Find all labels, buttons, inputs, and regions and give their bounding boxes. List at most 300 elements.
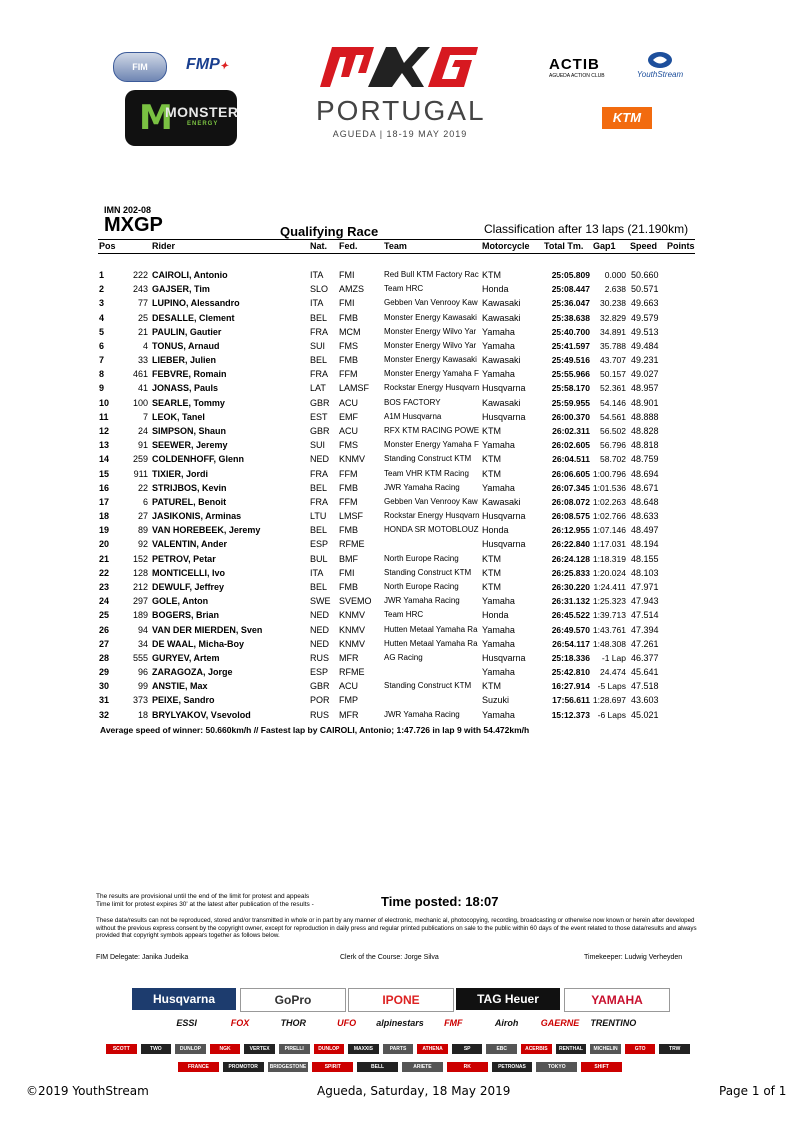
cell-total-time: 17:56.611 bbox=[552, 695, 590, 706]
sponsor-logo: GAERNE bbox=[540, 1018, 580, 1028]
cell-gap: 0.000 bbox=[604, 270, 626, 280]
sponsor-logo: FMF bbox=[444, 1018, 463, 1028]
col-team: Team bbox=[384, 241, 407, 251]
table-row bbox=[0, 424, 800, 438]
cell-speed: 46.377 bbox=[631, 652, 659, 663]
table-row bbox=[0, 353, 800, 367]
category-title: MXGP bbox=[104, 214, 163, 236]
cell-federation: AMZS bbox=[339, 284, 365, 295]
cell-total-time: 25:18.336 bbox=[551, 652, 590, 663]
sponsor-logo: SCOTT bbox=[106, 1044, 137, 1054]
cell-team: Team HRC bbox=[384, 610, 424, 620]
cell-rider-number: 21 bbox=[137, 326, 148, 337]
cell-total-time: 25:36.047 bbox=[551, 298, 590, 309]
cell-total-time: 25:41.597 bbox=[551, 340, 590, 351]
table-row bbox=[0, 282, 800, 296]
sponsor-logo: GTO bbox=[625, 1044, 656, 1054]
cell-rider-number: 89 bbox=[137, 525, 148, 536]
cell-total-time: 26:08.072 bbox=[551, 496, 590, 507]
table-row bbox=[0, 396, 800, 410]
cell-rider-number: 27 bbox=[137, 511, 148, 522]
cell-federation: KNMV bbox=[339, 454, 366, 465]
monster-claw-icon: M bbox=[139, 98, 173, 138]
cell-speed: 48.957 bbox=[631, 383, 659, 394]
cell-gap: 2.638 bbox=[604, 284, 626, 295]
sponsor-logo: SHIFT bbox=[581, 1062, 622, 1072]
cell-total-time: 26:30.220 bbox=[551, 581, 590, 592]
cell-speed: 49.484 bbox=[631, 340, 659, 351]
cell-rider-number: 128 bbox=[132, 567, 148, 578]
actib-logo-sub: AGUEDA ACTION CLUB bbox=[549, 73, 605, 79]
cell-gap: 52.361 bbox=[600, 383, 626, 394]
clerk-of-course: Clerk of the Course: Jorge Silva bbox=[340, 954, 439, 961]
cell-nationality: LAT bbox=[310, 383, 326, 394]
cell-motorcycle: KTM bbox=[482, 553, 501, 564]
table-row bbox=[0, 381, 800, 395]
sponsor-logo: ACERBIS bbox=[521, 1044, 552, 1054]
cell-rider-name: PETROV, Petar bbox=[152, 553, 216, 564]
table-row bbox=[0, 495, 800, 509]
cell-rider-name: STRIJBOS, Kevin bbox=[152, 482, 227, 493]
cell-federation: LMSF bbox=[339, 511, 364, 522]
cell-gap: 43.707 bbox=[600, 355, 626, 366]
col-points: Points bbox=[667, 241, 695, 251]
cell-speed: 48.759 bbox=[631, 454, 659, 465]
cell-speed: 43.603 bbox=[631, 695, 659, 706]
header-rule-bottom bbox=[98, 253, 695, 254]
document-code: IMN 202-08 bbox=[104, 205, 152, 215]
cell-team: JWR Yamaha Racing bbox=[384, 482, 460, 492]
cell-rider-number: 24 bbox=[137, 425, 148, 436]
sponsor-logo: SP bbox=[452, 1044, 483, 1054]
cell-nationality: NED bbox=[310, 638, 330, 649]
cell-total-time: 25:49.516 bbox=[551, 355, 590, 366]
cell-rider-name: TONUS, Arnaud bbox=[152, 340, 220, 351]
sponsor-logo: PETRONAS bbox=[492, 1062, 533, 1072]
cell-total-time: 25:40.700 bbox=[551, 326, 590, 337]
cell-pos: 12 bbox=[99, 425, 110, 436]
monster-logo-sub: ENERGY bbox=[187, 121, 219, 127]
cell-rider-name: DE WAAL, Micha-Boy bbox=[152, 638, 245, 649]
cell-nationality: SUI bbox=[310, 440, 326, 451]
cell-nationality: RUS bbox=[310, 709, 330, 720]
sponsor-logo: ATHENA bbox=[417, 1044, 448, 1054]
cell-rider-number: 6 bbox=[142, 496, 148, 507]
cell-rider-name: JASIKONIS, Arminas bbox=[152, 511, 242, 522]
cell-pos: 22 bbox=[99, 567, 110, 578]
table-row bbox=[0, 552, 800, 566]
cell-pos: 14 bbox=[99, 454, 110, 465]
cell-rider-number: 189 bbox=[132, 610, 148, 621]
cell-total-time: 25:58.170 bbox=[551, 383, 590, 394]
cell-motorcycle: KTM bbox=[482, 468, 501, 479]
table-row bbox=[0, 452, 800, 466]
cell-rider-name: GOLE, Anton bbox=[152, 596, 209, 607]
cell-pos: 24 bbox=[99, 596, 110, 607]
cell-speed: 49.027 bbox=[631, 369, 659, 380]
cell-team: Monster Energy Wilvo Yar bbox=[384, 340, 477, 350]
sponsor-logo: YAMAHA bbox=[564, 988, 670, 1012]
table-row bbox=[0, 594, 800, 608]
cell-pos: 7 bbox=[99, 355, 105, 366]
cell-rider-number: 373 bbox=[132, 695, 148, 706]
table-row bbox=[0, 410, 800, 424]
provisional-line-1: The results are provisional until the end of the limit for protest and appeals bbox=[96, 893, 310, 900]
cell-rider-name: LEOK, Tanel bbox=[152, 411, 205, 422]
cell-motorcycle: Husqvarna bbox=[482, 383, 526, 394]
cell-motorcycle: Yamaha bbox=[482, 709, 515, 720]
cell-team: North Europe Racing bbox=[384, 553, 459, 563]
table-row bbox=[0, 509, 800, 523]
event-dates: AGUEDA | 18-19 MAY 2019 bbox=[332, 129, 468, 139]
cell-rider-number: 152 bbox=[132, 553, 148, 564]
table-row bbox=[0, 467, 800, 481]
cell-rider-number: 7 bbox=[142, 411, 148, 422]
cell-rider-name: GAJSER, Tim bbox=[152, 284, 210, 295]
cell-team: Standing Construct KTM bbox=[384, 681, 472, 691]
cell-pos: 31 bbox=[99, 695, 110, 706]
cell-speed: 48.194 bbox=[631, 539, 659, 550]
cell-motorcycle: Kawasaki bbox=[482, 355, 521, 366]
cell-speed: 47.518 bbox=[631, 681, 659, 692]
table-row bbox=[0, 651, 800, 665]
cell-rider-name: JONASS, Pauls bbox=[152, 383, 219, 394]
cell-nationality: NED bbox=[310, 624, 330, 635]
cell-motorcycle: Honda bbox=[482, 610, 509, 621]
time-posted: Time posted: 18:07 bbox=[381, 894, 499, 909]
cell-gap: 1:18.319 bbox=[592, 553, 626, 564]
cell-rider-number: 34 bbox=[137, 638, 148, 649]
cell-gap: 56.502 bbox=[600, 425, 626, 436]
cell-speed: 48.818 bbox=[631, 440, 659, 451]
sponsor-logo: MAXXIS bbox=[348, 1044, 379, 1054]
cell-federation: FFM bbox=[339, 369, 358, 380]
cell-pos: 9 bbox=[99, 383, 105, 394]
cell-pos: 11 bbox=[99, 411, 109, 422]
cell-rider-name: ZARAGOZA, Jorge bbox=[152, 667, 233, 678]
cell-team: Rockstar Energy Husqvarn bbox=[384, 383, 480, 393]
cell-nationality: BEL bbox=[310, 525, 328, 536]
cell-federation: FMB bbox=[339, 355, 358, 366]
cell-motorcycle: Husqvarna bbox=[482, 511, 526, 522]
cell-total-time: 26:12.955 bbox=[551, 525, 590, 536]
cell-federation: FMI bbox=[339, 567, 355, 578]
cell-pos: 32 bbox=[99, 709, 110, 720]
monster-logo-text: MONSTER bbox=[165, 104, 239, 120]
cell-team: Monster Energy Kawasaki bbox=[384, 312, 477, 322]
cell-nationality: ITA bbox=[310, 270, 324, 280]
cell-total-time: 25:05.809 bbox=[551, 270, 590, 280]
cell-rider-name: TIXIER, Jordi bbox=[152, 468, 209, 479]
table-row bbox=[0, 311, 800, 325]
cell-total-time: 26:00.370 bbox=[551, 411, 590, 422]
actib-logo: ACTIB bbox=[549, 56, 600, 73]
cell-nationality: BUL bbox=[310, 553, 328, 564]
cell-total-time: 25:55.966 bbox=[551, 369, 590, 380]
cell-rider-number: 25 bbox=[137, 312, 148, 323]
cell-rider-name: LUPINO, Alessandro bbox=[152, 298, 240, 309]
cell-rider-number: 243 bbox=[132, 284, 148, 295]
cell-rider-number: 22 bbox=[137, 482, 148, 493]
cell-pos: 23 bbox=[99, 581, 110, 592]
cell-total-time: 26:25.833 bbox=[551, 567, 590, 578]
cell-motorcycle: Honda bbox=[482, 525, 509, 536]
cell-nationality: GBR bbox=[310, 425, 330, 436]
cell-federation: FMS bbox=[339, 340, 358, 351]
table-row bbox=[0, 693, 800, 707]
cell-federation: ACU bbox=[339, 397, 359, 408]
cell-federation: FMB bbox=[339, 312, 358, 323]
cell-rider-number: 259 bbox=[132, 454, 148, 465]
cell-gap: 34.891 bbox=[600, 326, 626, 337]
cell-speed: 48.888 bbox=[631, 411, 659, 422]
cell-nationality: RUS bbox=[310, 652, 330, 663]
cell-total-time: 26:24.128 bbox=[551, 553, 590, 564]
cell-rider-number: 77 bbox=[137, 298, 148, 309]
cell-pos: 15 bbox=[99, 468, 110, 479]
cell-motorcycle: Yamaha bbox=[482, 638, 515, 649]
cell-gap: 1:01.536 bbox=[592, 482, 626, 493]
cell-nationality: BEL bbox=[310, 581, 328, 592]
sponsor-logo: RK bbox=[447, 1062, 488, 1072]
cell-rider-number: 99 bbox=[137, 681, 148, 692]
cell-gap: 1:43.761 bbox=[592, 624, 626, 635]
cell-motorcycle: Kawasaki bbox=[482, 496, 521, 507]
cell-total-time: 26:02.311 bbox=[552, 425, 590, 436]
cell-pos: 27 bbox=[99, 638, 110, 649]
sponsor-logo: Husqvarna bbox=[132, 988, 236, 1010]
cell-rider-name: VALENTIN, Ander bbox=[152, 539, 228, 550]
cell-rider-number: 212 bbox=[132, 581, 148, 592]
cell-federation: SVEMO bbox=[339, 596, 372, 607]
cell-rider-number: 18 bbox=[137, 709, 148, 720]
cell-motorcycle: Kawasaki bbox=[482, 397, 521, 408]
sponsor-logo: TRENTINO bbox=[590, 1018, 637, 1028]
cell-gap: 56.796 bbox=[600, 440, 626, 451]
cell-federation: RFME bbox=[339, 667, 365, 678]
cell-team: Rockstar Energy Husqvarn bbox=[384, 511, 480, 521]
cell-total-time: 25:08.447 bbox=[551, 284, 590, 295]
cell-nationality: ESP bbox=[310, 667, 329, 678]
cell-gap: 32.829 bbox=[600, 312, 626, 323]
cell-pos: 4 bbox=[99, 312, 105, 323]
copyright-notice: These data/results can not be reproduced, stored and/or transmitted in whole or in part by any manner of electronic, mechanic al, photocopying, recording, broadcasting or otherwise now known or herein after developed without the previous express consent by the copyright owner, except for reproduction in daily press and regular printed publications on sale to the public within 60 days of the event related to those data/results and always provided that copyright symbols appears together as follows below. bbox=[96, 917, 697, 939]
ktm-logo: KTM bbox=[602, 107, 652, 129]
table-row bbox=[0, 537, 800, 551]
youthstream-logo bbox=[633, 51, 688, 81]
cell-federation: KNMV bbox=[339, 624, 366, 635]
sponsor-logo: ARIETE bbox=[402, 1062, 443, 1072]
cell-rider-name: SIMPSON, Shaun bbox=[152, 425, 227, 436]
sponsor-logo: PIRELLI bbox=[279, 1044, 310, 1054]
cell-pos: 5 bbox=[99, 326, 105, 337]
col-pos: Pos bbox=[99, 241, 116, 251]
cell-federation: LAMSF bbox=[339, 383, 370, 394]
cell-motorcycle: Yamaha bbox=[482, 624, 515, 635]
cell-speed: 45.021 bbox=[631, 709, 659, 720]
cell-rider-number: 41 bbox=[137, 383, 148, 394]
cell-rider-name: PEIXE, Sandro bbox=[152, 695, 215, 706]
cell-team: HONDA SR MOTOBLOUZ bbox=[384, 525, 479, 535]
cell-speed: 47.394 bbox=[631, 624, 659, 635]
cell-motorcycle: KTM bbox=[482, 425, 501, 436]
cell-speed: 48.828 bbox=[631, 425, 659, 436]
cell-nationality: POR bbox=[310, 695, 330, 706]
sponsor-logo: EBC bbox=[486, 1044, 517, 1054]
cell-speed: 48.155 bbox=[631, 553, 659, 564]
cell-nationality: LTU bbox=[310, 511, 327, 522]
cell-gap: -5 Laps bbox=[597, 681, 626, 692]
cell-pos: 28 bbox=[99, 652, 110, 663]
cell-rider-number: 297 bbox=[132, 596, 148, 607]
cell-speed: 49.579 bbox=[631, 312, 659, 323]
cell-gap: 1:48.308 bbox=[592, 638, 626, 649]
cell-pos: 26 bbox=[99, 624, 110, 635]
cell-federation: FMP bbox=[339, 695, 358, 706]
cell-rider-number: 100 bbox=[132, 397, 148, 408]
cell-rider-name: PAULIN, Gautier bbox=[152, 326, 222, 337]
cell-gap: 1:00.796 bbox=[592, 468, 626, 479]
cell-total-time: 25:42.810 bbox=[551, 667, 590, 678]
table-row bbox=[0, 339, 800, 353]
table-row bbox=[0, 268, 800, 282]
fim-logo-text: FIM bbox=[132, 62, 148, 72]
cell-pos: 3 bbox=[99, 298, 105, 309]
cell-rider-name: MONTICELLI, Ivo bbox=[152, 567, 225, 578]
fim-logo bbox=[113, 52, 167, 82]
sponsor-logo: GoPro bbox=[240, 988, 346, 1012]
cell-total-time: 25:38.638 bbox=[551, 312, 590, 323]
cell-team: Gebben Van Venrooy Kaw bbox=[384, 298, 478, 308]
cell-nationality: SUI bbox=[310, 340, 326, 351]
table-row bbox=[0, 608, 800, 622]
sponsor-logo: PARTS bbox=[383, 1044, 414, 1054]
cell-total-time: 26:02.605 bbox=[551, 440, 590, 451]
cell-rider-number: 94 bbox=[137, 624, 148, 635]
sponsor-logo: DUNLOP bbox=[314, 1044, 345, 1054]
table-row bbox=[0, 623, 800, 637]
cell-gap: 30.238 bbox=[600, 298, 626, 309]
page-date: Agueda, Saturday, 18 May 2019 bbox=[317, 1084, 511, 1098]
cell-rider-number: 555 bbox=[132, 652, 148, 663]
cell-rider-name: COLDENHOFF, Glenn bbox=[152, 454, 244, 465]
cell-total-time: 26:22.840 bbox=[551, 539, 590, 550]
cell-federation: MFR bbox=[339, 652, 359, 663]
cell-motorcycle: Yamaha bbox=[482, 482, 515, 493]
cell-gap: 24.474 bbox=[600, 667, 626, 678]
cell-pos: 21 bbox=[99, 553, 110, 564]
cell-team: Standing Construct KTM bbox=[384, 454, 472, 464]
sponsor-logo: SPIRIT bbox=[312, 1062, 353, 1072]
cell-nationality: BEL bbox=[310, 482, 328, 493]
sponsor-logo: alpinestars bbox=[376, 1018, 424, 1028]
cell-motorcycle: Husqvarna bbox=[482, 411, 526, 422]
cell-motorcycle: Husqvarna bbox=[482, 652, 526, 663]
cell-total-time: 26:04.511 bbox=[552, 454, 590, 465]
table-row bbox=[0, 665, 800, 679]
sponsor-logo: RENTHAL bbox=[556, 1044, 587, 1054]
sponsor-logo: FOX bbox=[230, 1018, 250, 1028]
cell-federation: MCM bbox=[339, 326, 361, 337]
cell-motorcycle: KTM bbox=[482, 581, 501, 592]
cell-speed: 48.671 bbox=[631, 482, 659, 493]
cell-pos: 25 bbox=[99, 610, 110, 621]
cell-team: BOS FACTORY bbox=[384, 397, 441, 407]
mxgp-logo bbox=[316, 43, 482, 91]
cell-team: North Europe Racing bbox=[384, 581, 459, 591]
cell-rider-number: 911 bbox=[133, 468, 148, 479]
cell-motorcycle: Kawasaki bbox=[482, 298, 521, 309]
sponsor-logo: TAG Heuer bbox=[456, 988, 560, 1010]
cell-nationality: SWE bbox=[310, 596, 331, 607]
cell-pos: 30 bbox=[99, 681, 110, 692]
cell-gap: -6 Laps bbox=[597, 709, 626, 720]
event-city: PORTUGAL bbox=[316, 95, 486, 126]
cell-gap: 50.157 bbox=[600, 369, 626, 380]
table-row bbox=[0, 481, 800, 495]
cell-rider-name: LIEBER, Julien bbox=[152, 355, 217, 366]
table-row bbox=[0, 523, 800, 537]
cell-pos: 17 bbox=[99, 496, 110, 507]
cell-team: Monster Energy Yamaha F bbox=[384, 369, 479, 379]
cell-rider-name: VAN HOREBEEK, Jeremy bbox=[152, 525, 261, 536]
provisional-line-2: Time limit for protest expires 30' at the latest after publication of the results - bbox=[96, 901, 314, 908]
cell-speed: 48.103 bbox=[631, 567, 659, 578]
cell-team: Monster Energy Yamaha F bbox=[384, 440, 479, 450]
cell-federation: MFR bbox=[339, 709, 359, 720]
cell-motorcycle: Honda bbox=[482, 284, 509, 295]
cell-rider-name: VAN DER MIERDEN, Sven bbox=[152, 624, 263, 635]
sponsor-logo: TRW bbox=[659, 1044, 690, 1054]
cell-team: Monster Energy Wilvo Yar bbox=[384, 326, 477, 336]
sponsor-logo: Airoh bbox=[494, 1018, 519, 1028]
col-gap: Gap1 bbox=[593, 241, 616, 251]
cell-federation: EMF bbox=[339, 411, 358, 422]
cell-gap: 1:25.323 bbox=[592, 596, 626, 607]
cell-rider-number: 33 bbox=[137, 355, 148, 366]
cell-rider-name: BRYLYAKOV, Vsevolod bbox=[152, 709, 251, 720]
sponsor-logo: UFO bbox=[337, 1018, 357, 1028]
cell-nationality: FRA bbox=[310, 496, 328, 507]
cell-gap: 1:02.766 bbox=[592, 511, 626, 522]
col-speed: Speed bbox=[630, 241, 658, 251]
cell-speed: 47.514 bbox=[631, 610, 659, 621]
cell-total-time: 15:12.373 bbox=[551, 709, 590, 720]
cell-gap: 1:07.146 bbox=[592, 525, 626, 536]
cell-nationality: ITA bbox=[310, 567, 324, 578]
cell-team: JWR Yamaha Racing bbox=[384, 596, 460, 606]
cell-team: Team HRC bbox=[384, 284, 424, 294]
cell-gap: 1:02.263 bbox=[592, 496, 626, 507]
cell-speed: 47.943 bbox=[631, 596, 659, 607]
cell-nationality: ITA bbox=[310, 298, 324, 309]
cell-federation: FMS bbox=[339, 440, 358, 451]
col-motorcycle: Motorcycle bbox=[482, 241, 530, 251]
provisional-notice bbox=[96, 893, 314, 909]
cell-federation: BMF bbox=[339, 553, 358, 564]
cell-rider-name: GURYEV, Artem bbox=[152, 652, 220, 663]
cell-rider-name: DEWULF, Jeffrey bbox=[152, 581, 225, 592]
cell-team: Team VHR KTM Racing bbox=[384, 468, 469, 478]
cell-motorcycle: Husqvarna bbox=[482, 539, 526, 550]
col-total-time: Total Tm. bbox=[544, 241, 584, 251]
col-fed: Fed. bbox=[339, 241, 358, 251]
cell-speed: 49.513 bbox=[631, 326, 659, 337]
cell-team: Red Bull KTM Factory Rac bbox=[384, 270, 479, 279]
cell-speed: 48.694 bbox=[631, 468, 659, 479]
cell-speed: 48.497 bbox=[631, 525, 659, 536]
col-rider: Rider bbox=[152, 241, 176, 251]
